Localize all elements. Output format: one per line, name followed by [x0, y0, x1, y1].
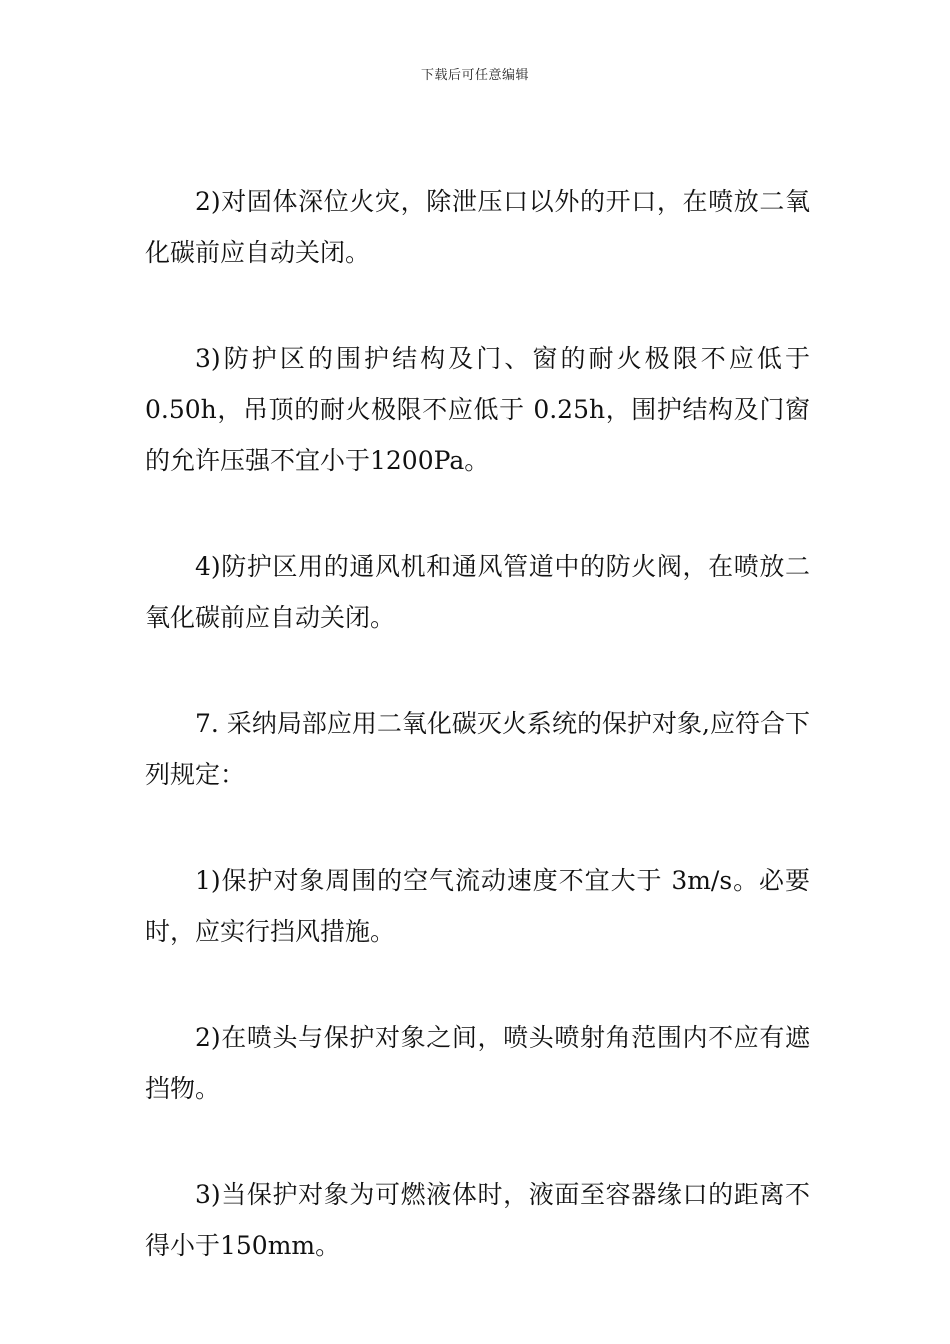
paragraph-nozzle-obstruction: 2)在喷头与保护对象之间，喷头喷射角范围内不应有遮挡物。: [145, 1023, 810, 1103]
paragraph-liquid-freeboard: 3)当保护对象为可燃液体时，液面至容器缘口的距离不得小于150mm。: [145, 1180, 810, 1260]
paragraph-local-application-heading: 7. 采纳局部应用二氧化碳灭火系统的保护对象,应符合下列规定：: [145, 709, 810, 789]
page-header: 下载后可任意编辑: [420, 68, 529, 83]
paragraph-solid-fire-openings: 2)对固体深位火灾，除泄压口以外的开口，在喷放二氧化碳前应自动关闭。: [145, 187, 810, 267]
paragraph-air-velocity: 1)保护对象周围的空气流动速度不宜大于 3m/s。必要时，应实行挡风措施。: [145, 866, 810, 946]
paragraph-ventilation-dampers: 4)防护区用的通风机和通风管道中的防火阀，在喷放二氧化碳前应自动关闭。: [145, 552, 810, 632]
paragraph-fire-resistance: 3)防护区的围护结构及门、窗的耐火极限不应低于0.50h，吊顶的耐火极限不应低于 0.25h，围护结构及门窗的允许压强不宜小于1200Pa。: [145, 344, 810, 475]
document-body: [145, 176, 810, 1326]
